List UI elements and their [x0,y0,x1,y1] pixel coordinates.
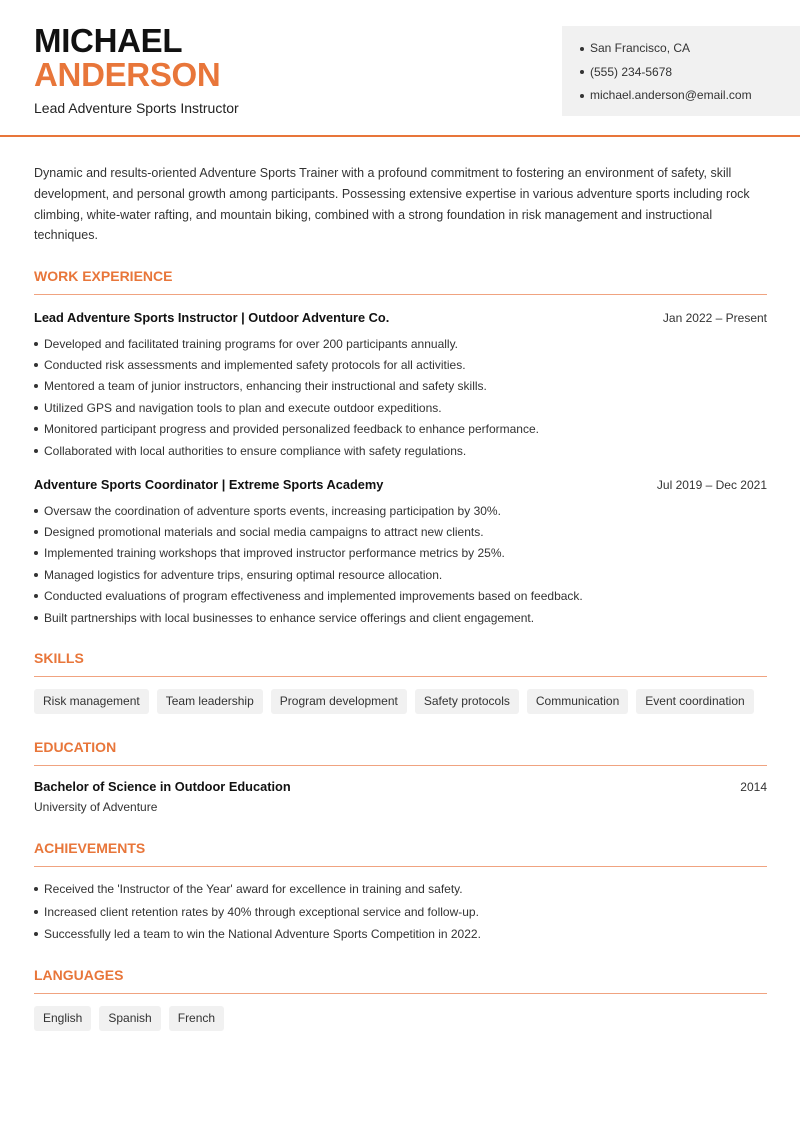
list-item: Designed promotional materials and social media campaigns to attract new clients. [34,521,767,542]
job-dates-2: Jul 2019 – Dec 2021 [656,478,767,492]
bullet-icon [34,427,38,431]
list-item: Collaborated with local authorities to ensure compliance with safety regulations. [34,440,767,461]
job-bullets-2 [34,500,767,628]
resume-header [0,0,800,137]
contact-email [580,84,800,108]
skill-chip: Team leadership [157,689,263,714]
school-name: University of Adventure [34,800,158,814]
graduation-year: 2014 [740,780,767,794]
first-name: MICHAEL [34,22,183,59]
list-item: Developed and facilitated training programs for over 200 participants annually. [34,333,767,354]
list-item: Successfully led a team to win the National Adventure Sports Competition in 2022. [34,923,767,946]
list-item: Conducted evaluations of program effectiveness and implemented improvements based on feedback. [34,586,767,607]
skill-chip: Program development [271,689,407,714]
bullet-icon [34,573,38,577]
section-title-skills: SKILLS [34,650,84,666]
bullet-icon [34,406,38,410]
list-item: Monitored participant progress and provided personalized feedback to enhance performance. [34,419,767,440]
contact-location [580,37,800,61]
bullet-icon [34,910,38,914]
job-title: Lead Adventure Sports Instructor [34,100,239,116]
bullet-icon [34,887,38,891]
skill-chip: Safety protocols [415,689,519,714]
language-chip: French [169,1006,224,1031]
bullet-icon [580,70,584,74]
section-divider [34,294,767,295]
list-item: Conducted risk assessments and implemented safety protocols for all activities. [34,354,767,375]
section-divider [34,993,767,994]
section-divider [34,676,767,677]
list-item: Implemented training workshops that improved instructor performance metrics by 25%. [34,543,767,564]
section-title-achievements: ACHIEVEMENTS [34,840,146,856]
languages-list [34,1006,224,1031]
list-item: Built partnerships with local businesses to enhance service offerings and client engagement. [34,607,767,628]
contact-box [562,26,800,116]
job-header-2 [34,477,767,492]
list-item: Increased client retention rates by 40% through exceptional service and follow-up. [34,901,767,924]
section-title-education: EDUCATION [34,739,117,755]
bullet-icon [34,530,38,534]
bullet-icon [34,509,38,513]
skills-list [34,689,754,714]
language-chip: English [34,1006,91,1031]
bullet-icon [580,47,584,51]
section-title-languages: LANGUAGES [34,967,124,983]
job-header-1 [34,310,767,325]
skill-chip: Event coordination [636,689,753,714]
contact-email-text: michael.anderson@email.com [590,88,752,102]
list-item: Managed logistics for adventure trips, ensuring optimal resource allocation. [34,564,767,585]
bullet-icon [34,616,38,620]
section-divider [34,866,767,867]
bullet-icon [34,342,38,346]
list-item: Mentored a team of junior instructors, enhancing their instructional and safety skills. [34,376,767,397]
education-header [34,779,767,794]
bullet-icon [580,94,584,98]
list-item: Received the 'Instructor of the Year' award for excellence in training and safety. [34,878,767,901]
bullet-icon [34,449,38,453]
last-name: ANDERSON [34,56,221,93]
bullet-icon [34,594,38,598]
skill-chip: Communication [527,689,628,714]
job-title-2: Adventure Sports Coordinator | Extreme Sports Academy [34,477,384,492]
list-item: Oversaw the coordination of adventure sports events, increasing participation by 30%. [34,500,767,521]
contact-phone-text: (555) 234-5678 [590,64,673,79]
language-chip: Spanish [99,1006,160,1031]
skill-chip: Risk management [34,689,149,714]
section-title-work: WORK EXPERIENCE [34,268,173,284]
achievements-list [34,878,767,946]
job-bullets-1 [34,333,767,461]
contact-phone [580,61,800,85]
summary-paragraph: Dynamic and results-oriented Adventure Sports Trainer with a profound commitment to fostering an environment of safety, skill development, and personal growth among participants. Possessing extensive expertise in various adventure sports including rock climbing, white-water rafting, and mountain biking, combined with a strong foundation in risk management and instructional techniques. [34,166,750,243]
degree: Bachelor of Science in Outdoor Education [34,779,291,794]
bullet-icon [34,363,38,367]
job-title-1: Lead Adventure Sports Instructor | Outdoor Adventure Co. [34,310,390,325]
bullet-icon [34,551,38,555]
section-divider [34,765,767,766]
bullet-icon [34,384,38,388]
list-item: Utilized GPS and navigation tools to plan and execute outdoor expeditions. [34,397,767,418]
contact-location-text: San Francisco, CA [590,41,691,55]
bullet-icon [34,932,38,936]
job-dates-1: Jan 2022 – Present [662,311,767,325]
